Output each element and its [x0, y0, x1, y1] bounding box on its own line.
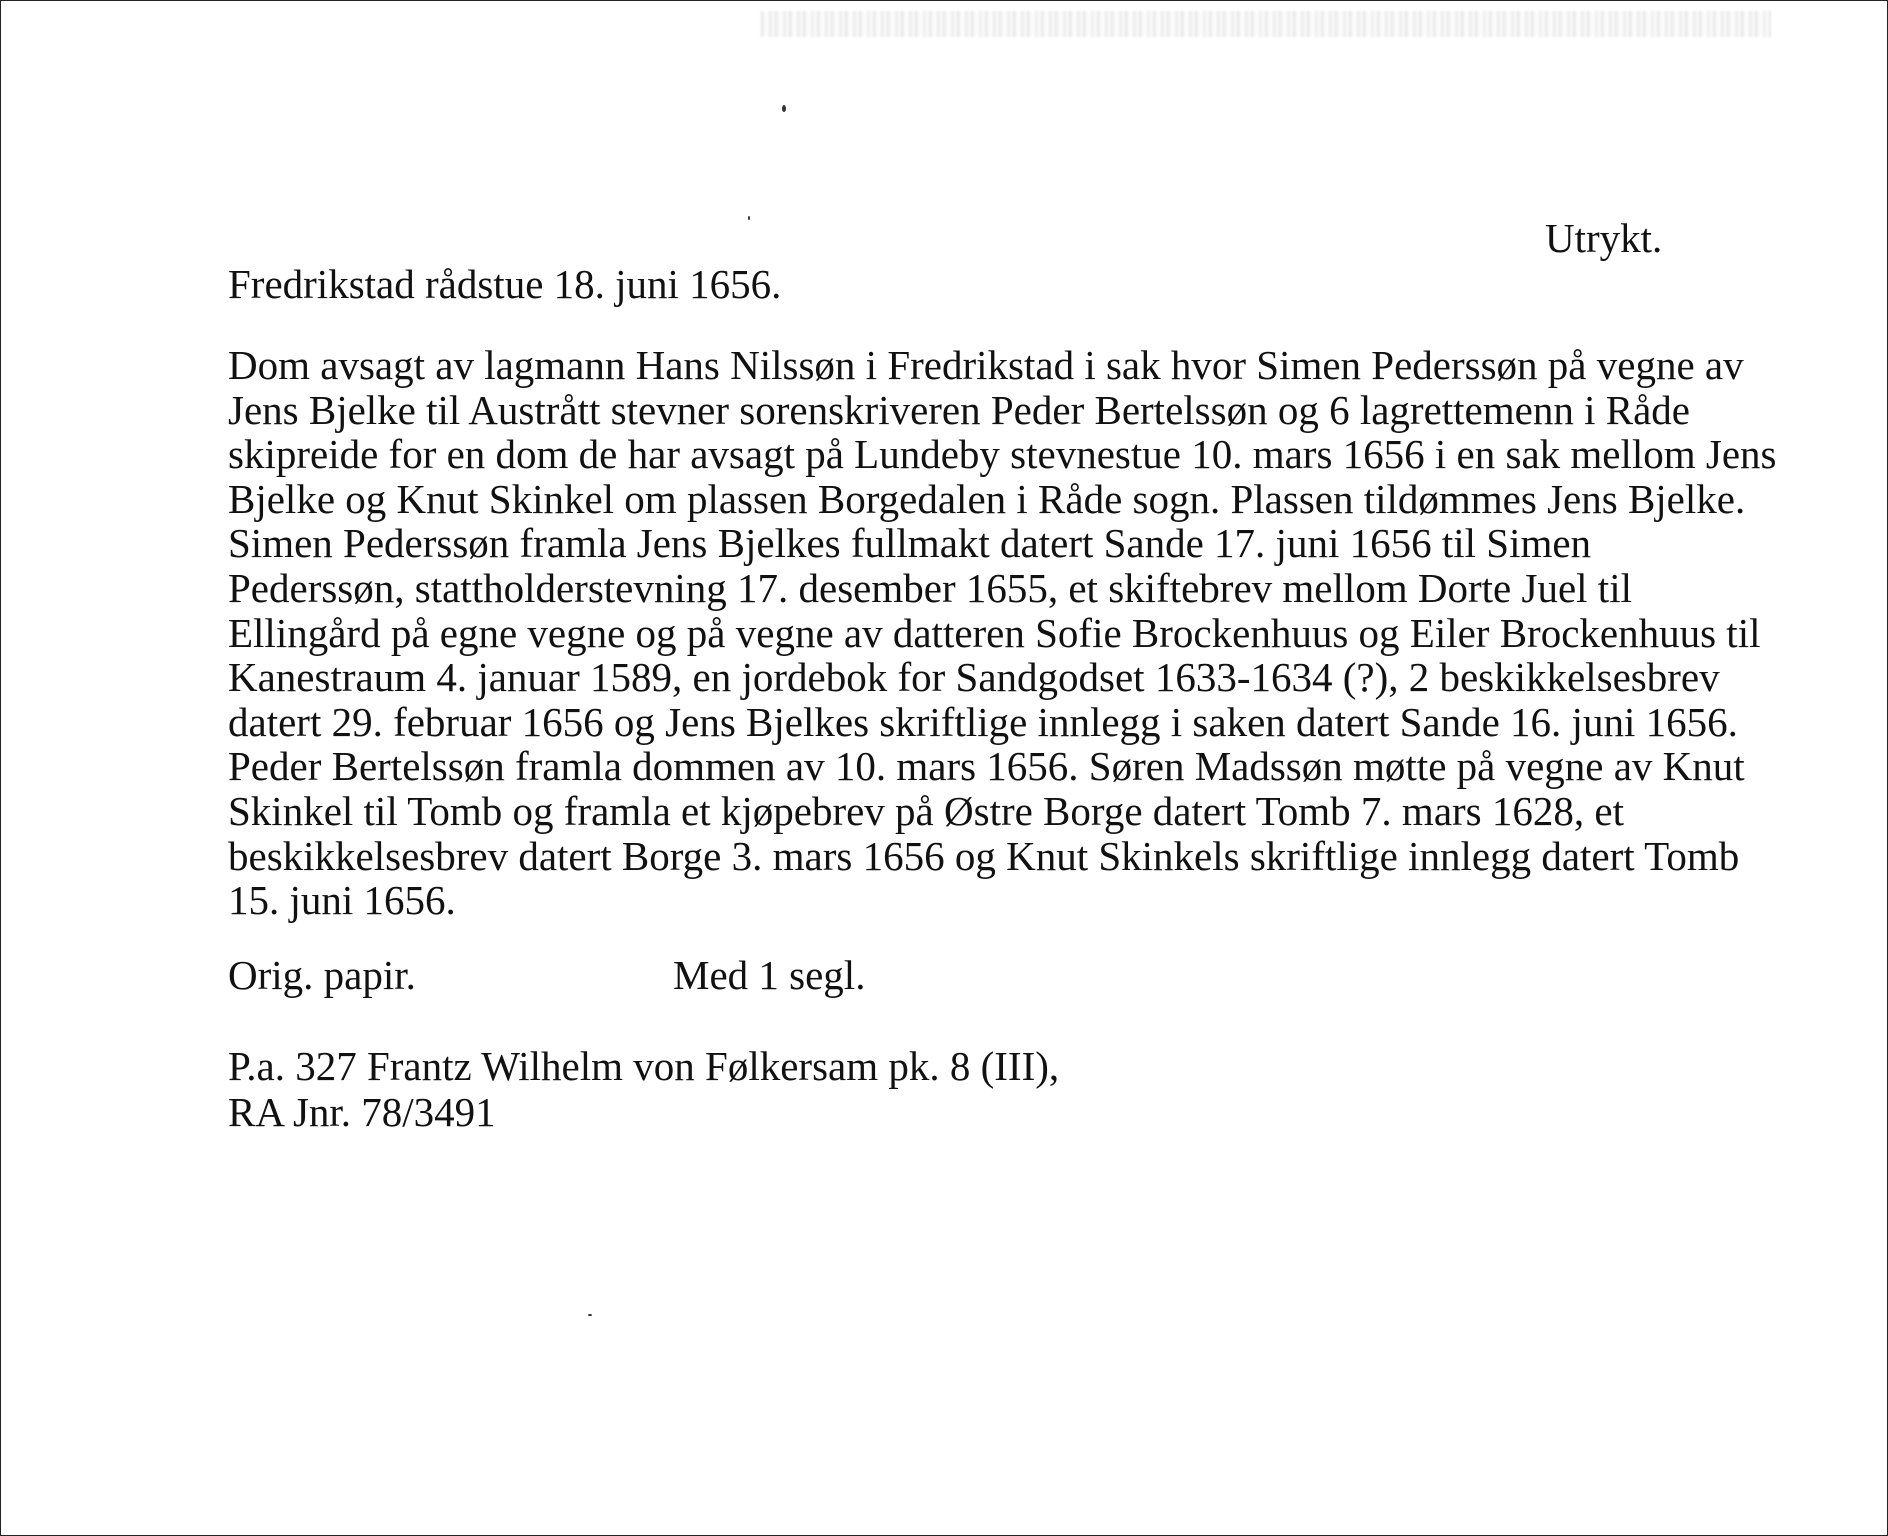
- summary-line: Simen Pederssøn framla Jens Bjelkes fullmakt datert Sande 17. juni 1656 til Simen: [228, 520, 1592, 567]
- archive-line: P.a. 327 Frantz Wilhelm von Følkersam pk. 8 (III),: [228, 1043, 1060, 1089]
- summary-line: Jens Bjelke til Austrått stevner sorenskriveren Peder Bertelssøn og 6 lagrettemenn i Råde: [228, 386, 1690, 433]
- scan-artifact: [761, 11, 1771, 37]
- summary-line: Kanestraum 4. januar 1589, en jordebok for Sandgodset 1633-1634 (?), 2 beskikkelsesbrev: [228, 654, 1720, 701]
- ink-speck: [748, 216, 750, 220]
- summary-line: Ellingård på egne vegne og på vegne av datteren Sofie Brockenhuus og Eiler Brockenhuus til: [228, 609, 1761, 656]
- summary-line: skipreide for en dom de har avsagt på Lundeby stevnestue 10. mars 1656 i en sak mellom Jens: [228, 431, 1777, 478]
- material-note: Orig. papir.: [228, 952, 416, 998]
- summary-line: 15. juni 1656.: [228, 877, 456, 924]
- dateline: Fredrikstad rådstue 18. juni 1656.: [228, 261, 782, 307]
- summary-line: Pederssøn, stattholderstevning 17. desember 1655, et skiftebrev mellom Dorte Juel til: [228, 564, 1632, 611]
- summary-line: Dom avsagt av lagmann Hans Nilssøn i Fredrikstad i sak hvor Simen Pederssøn på vegne av: [228, 342, 1744, 388]
- ink-speck: [588, 1314, 592, 1316]
- ink-speck: [782, 105, 786, 112]
- summary-line: Skinkel til Tomb og framla et kjøpebrev på Østre Borge datert Tomb 7. mars 1628, et: [228, 787, 1624, 834]
- summary-line: Peder Bertelssøn framla dommen av 10. mars 1656. Søren Madssøn møtte på vegne av Knut: [228, 743, 1745, 790]
- publication-status: Utrykt.: [1545, 215, 1663, 261]
- seal-note: Med 1 segl.: [673, 952, 866, 998]
- archive-line: RA Jnr. 78/3491: [228, 1089, 496, 1135]
- summary-line: Bjelke og Knut Skinkel om plassen Borgedalen i Råde sogn. Plassen tildømmes Jens Bjelke.: [228, 475, 1746, 522]
- archive-reference: [228, 1043, 1059, 1135]
- summary-line: datert 29. februar 1656 og Jens Bjelkes skriftlige innlegg i saken datert Sande 16. juni 1656.: [228, 698, 1738, 745]
- summary-line: beskikkelsesbrev datert Borge 3. mars 1656 og Knut Skinkels skriftlige innlegg datert Tomb: [228, 832, 1740, 879]
- summary-text: [228, 343, 1777, 923]
